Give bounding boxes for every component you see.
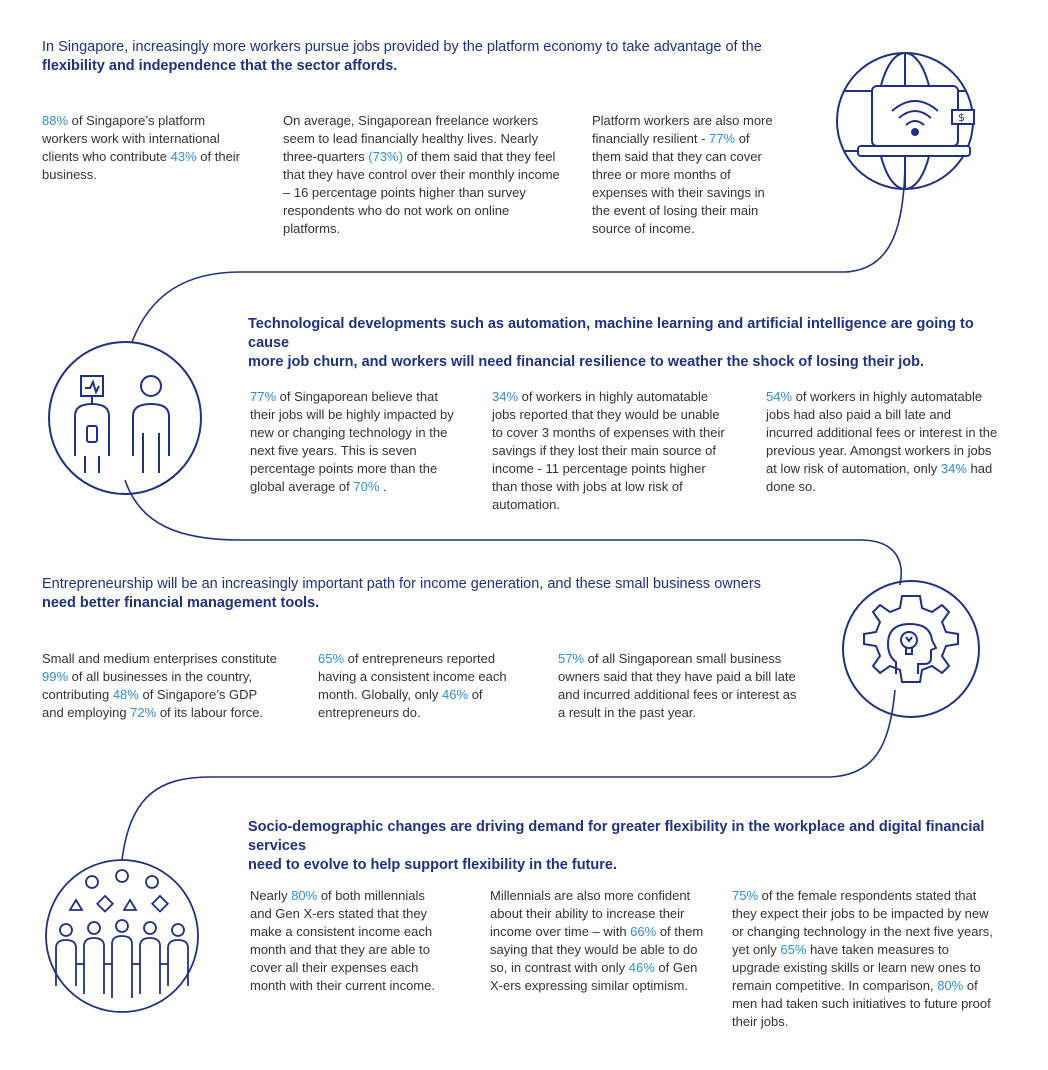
highlight-stat: 57% [558,651,585,666]
body-text: Small and medium enterprises constitute [42,651,277,666]
body-text: of workers in highly automatable jobs had also paid a bill late and incurred additional fees or interest in the previous year. Amongst workers in jobs at low risk of automation, only [766,389,998,476]
body-text: Millennials are also more confident about their ability to increase their income over time – with [490,888,691,939]
section-2-col-2 [492,388,727,514]
body-text: Nearly [250,888,292,903]
section-2-col-1 [250,388,460,496]
section-3-heading-line1: Entrepreneurship will be an increasingly important path for income generation, and these small business owners [42,576,761,592]
body-text: of Singapore’s GDP and employing [42,687,257,720]
body-text: of them said that they can cover three or more months of expenses with their savings in the event of losing their main source of income. [592,131,765,236]
body-text: Platform workers are also more financially resilient - [592,113,773,146]
highlight-stat: 80% [291,888,318,903]
section-2-col-3 [766,388,1001,496]
body-text: of all Singaporean small business owners said that they have paid a bill late and incurred additional fees or interest as a result in the past year. [558,651,797,720]
highlight-stat: 43% [170,149,197,164]
section-1-heading-line1: In Singapore, increasingly more workers pursue jobs provided by the platform economy to take advantage of the [42,39,762,55]
worker-robot-icon [45,338,205,498]
body-text: of all businesses in the country, contributing [42,669,253,702]
body-text: of them saying that they would be able to do so, in contrast with only [490,924,704,975]
section-1-col-2 [283,112,563,238]
body-text: had done so. [766,461,993,494]
body-text: of workers in highly automatable jobs reported that they would be unable to cover 3 months of expenses with their savings if they lost their main source of income - 11 percentage points higher than those with jobs at low risk of automation. [492,389,725,512]
highlight-stat: 66% [630,924,657,939]
section-2-heading [248,315,1018,372]
highlight-stat: 48% [112,687,139,702]
section-4-col-2 [490,887,710,995]
section-3-heading [42,575,802,613]
body-text: of Gen X-ers expressing similar optimism. [490,960,698,993]
highlight-stat: 75% [732,888,759,903]
svg-text:$: $ [958,111,965,124]
section-1-heading-line2: flexibility and independence that the sector affords. [42,58,398,74]
section-1-heading [42,38,802,76]
section-2-heading-line1: Technological developments such as automation, machine learning and artificial intelligence are going to cause [248,316,974,351]
highlight-stat: 46% [628,960,655,975]
body-text: of both millennials and Gen X-ers stated that they make a consistent income each month and that they are able to cover all their expenses each month with their current income. [250,888,435,993]
highlight-stat: 99% [42,669,69,684]
highlight-stat: 77% [250,389,277,404]
highlight-stat: (73%) [368,149,403,164]
section-3-col-3 [558,650,798,722]
body-text: On average, Singaporean freelance workers seem to lead financially healthy lives. Nearly three-quarters [283,113,539,164]
section-4-col-1 [250,887,450,995]
section-4-col-3 [732,887,997,1031]
section-3-col-1 [42,650,282,722]
body-text: of entrepreneurs do. [318,687,483,720]
body-text: of them said that they feel that they have control over their monthly income – 16 percentage points higher than survey respondents who do not work on online platforms. [283,149,560,236]
highlight-stat: 65% [780,942,807,957]
gear-lightbulb-head-icon [836,574,986,724]
highlight-stat: 54% [766,389,793,404]
highlight-stat: 80% [937,978,964,993]
highlight-stat: 70% [353,479,380,494]
section-1-col-3 [592,112,782,238]
highlight-stat: 34% [492,389,519,404]
body-text: have taken measures to upgrade existing skills or learn new ones to remain competitive. In comparison, [732,942,981,993]
body-text: of men had taken such initiatives to future proof their jobs. [732,978,991,1029]
body-text: of their business. [42,149,241,182]
section-4-heading [248,818,1023,875]
section-3-col-2 [318,650,528,722]
crowd-people-icon [42,856,202,1016]
body-text: of its labour force. [156,705,264,720]
section-4-heading-line2: need to evolve to help support flexibility in the future. [248,857,617,873]
highlight-stat: 34% [940,461,967,476]
highlight-stat: 46% [442,687,469,702]
body-text: of Singapore’s platform workers work with international clients who contribute [42,113,220,164]
body-text: of the female respondents stated that they expect their jobs to be impacted by new or changing technology in the next five years, yet only [732,888,993,957]
section-1-col-1 [42,112,242,184]
body-text: of Singaporean believe that their jobs will be highly impacted by new or changing technology in the next five years. This is seven percentage points more than the global average of [250,389,454,494]
body-text: of entrepreneurs reported having a consistent income each month. Globally, only [318,651,507,702]
globe-laptop-wifi-icon [830,46,980,196]
highlight-stat: 72% [130,705,157,720]
body-text: . [379,479,387,494]
highlight-stat: 88% [42,113,69,128]
section-2-heading-line2: more job churn, and workers will need financial resilience to weather the shock of losing their job. [248,354,925,370]
section-3-heading-line2: need better financial management tools. [42,595,320,611]
section-4-heading-line1: Socio-demographic changes are driving demand for greater flexibility in the workplace and digital financial services [248,819,985,854]
highlight-stat: 77% [709,131,736,146]
highlight-stat: 65% [318,651,345,666]
